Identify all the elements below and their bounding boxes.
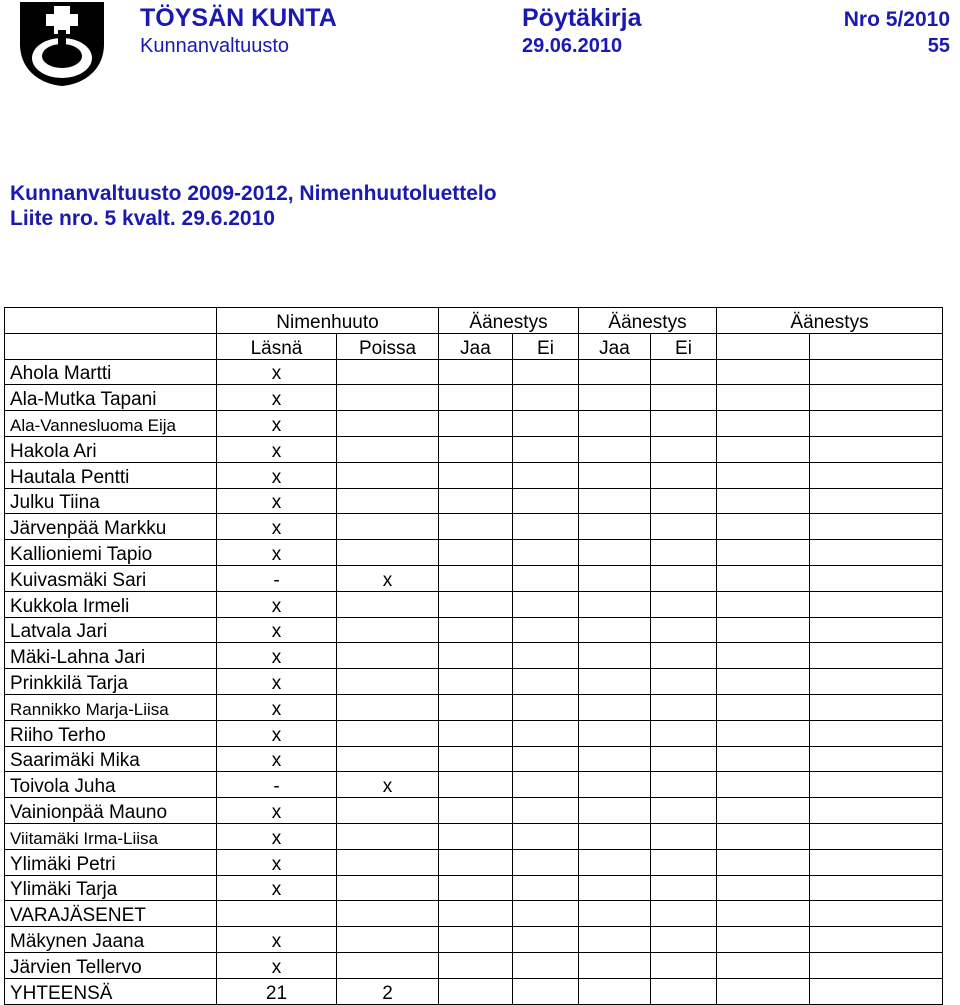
vote-cell [439, 617, 513, 643]
member-name-cell: Kallioniemi Tapio [5, 540, 217, 566]
roll-call-table [4, 307, 943, 1005]
vote-cell [439, 436, 513, 462]
vote-cell [579, 514, 651, 540]
vote-cell [513, 798, 579, 824]
present-cell: - [217, 772, 337, 798]
vote-cell [651, 565, 717, 591]
sub-header-cell: Ei [513, 333, 579, 359]
table-row [5, 540, 943, 566]
vote-cell [810, 849, 943, 875]
vote-cell [810, 436, 943, 462]
vote-cell [439, 720, 513, 746]
vote-cell [717, 643, 810, 669]
sub-header-cell [5, 333, 217, 359]
vote-cell [579, 952, 651, 978]
vote-cell [651, 694, 717, 720]
absent-cell [337, 849, 439, 875]
vote-cell [810, 540, 943, 566]
vote-cell [439, 823, 513, 849]
vote-cell [513, 720, 579, 746]
vote-cell [717, 540, 810, 566]
vote-cell [439, 927, 513, 953]
present-cell: x [217, 436, 337, 462]
vote-cell [513, 436, 579, 462]
vote-cell [717, 385, 810, 411]
vote-cell [810, 798, 943, 824]
absent-cell [337, 875, 439, 901]
vote-cell [717, 436, 810, 462]
vote-cell [810, 385, 943, 411]
absent-cell [337, 927, 439, 953]
vote-cell [579, 669, 651, 695]
present-cell: x [217, 591, 337, 617]
present-cell: 21 [217, 978, 337, 1004]
council-name: Kunnanvaltuusto [140, 35, 290, 57]
vote-cell [810, 720, 943, 746]
vote-cell [651, 385, 717, 411]
vote-cell [810, 643, 943, 669]
vote-cell [513, 978, 579, 1004]
vote-cell [513, 952, 579, 978]
vote-cell [579, 901, 651, 927]
vote-cell [439, 565, 513, 591]
vote-cell [717, 927, 810, 953]
vote-cell [717, 488, 810, 514]
vote-cell [717, 875, 810, 901]
vote-cell [439, 411, 513, 437]
vote-cell [717, 411, 810, 437]
table-row [5, 462, 943, 488]
vote-cell [579, 772, 651, 798]
member-name-cell: Ylimäki Petri [5, 849, 217, 875]
absent-cell [337, 540, 439, 566]
vote-cell [717, 720, 810, 746]
document-date: 29.06.2010 [522, 35, 623, 57]
absent-cell [337, 669, 439, 695]
vote-cell [717, 669, 810, 695]
present-cell: x [217, 952, 337, 978]
vote-cell [513, 643, 579, 669]
member-name-cell: Kukkola Irmeli [5, 591, 217, 617]
table-row [5, 978, 943, 1004]
vote-cell [513, 669, 579, 695]
vote-cell [579, 978, 651, 1004]
present-cell: x [217, 488, 337, 514]
member-name-cell: Prinkkilä Tarja [5, 669, 217, 695]
document-type: Pöytäkirja [522, 4, 642, 32]
vote-cell [439, 385, 513, 411]
vote-cell [513, 823, 579, 849]
sub-header-cell: Jaa [439, 333, 513, 359]
absent-cell [337, 436, 439, 462]
roll-call-title: Kunnanvaltuusto 2009-2012, Nimenhuutoluettelo [10, 182, 497, 205]
vote-cell [651, 720, 717, 746]
sub-header-cell [717, 333, 810, 359]
page-number: 55 [927, 35, 950, 57]
absent-cell [337, 643, 439, 669]
present-cell: x [217, 462, 337, 488]
member-name-cell: Hautala Pentti [5, 462, 217, 488]
vote-cell [717, 901, 810, 927]
table-row [5, 798, 943, 824]
present-cell: x [217, 385, 337, 411]
present-cell: x [217, 617, 337, 643]
table-row [5, 927, 943, 953]
member-name-cell: YHTEENSÄ [5, 978, 217, 1004]
present-cell [217, 901, 337, 927]
absent-cell: 2 [337, 978, 439, 1004]
table-row [5, 823, 943, 849]
sub-header-cell [810, 333, 943, 359]
vote-cell [439, 488, 513, 514]
group-header-row [5, 308, 943, 334]
vote-cell [717, 772, 810, 798]
vote-cell [579, 694, 651, 720]
vote-cell [810, 591, 943, 617]
vote-cell [717, 359, 810, 385]
vote-cell [439, 746, 513, 772]
vote-cell [439, 772, 513, 798]
vote-cell [717, 798, 810, 824]
table-row [5, 591, 943, 617]
absent-cell: x [337, 772, 439, 798]
member-name-cell: Järvenpää Markku [5, 514, 217, 540]
member-name-cell: Mäkynen Jaana [5, 927, 217, 953]
vote-cell [651, 540, 717, 566]
vote-cell [651, 617, 717, 643]
vote-cell [579, 462, 651, 488]
vote-cell [513, 514, 579, 540]
vote-cell [513, 772, 579, 798]
present-cell: x [217, 694, 337, 720]
vote-cell [651, 823, 717, 849]
vote-cell [579, 565, 651, 591]
vote-cell [513, 359, 579, 385]
member-name-cell: Kuivasmäki Sari [5, 565, 217, 591]
vote-cell [810, 565, 943, 591]
absent-cell [337, 359, 439, 385]
vote-cell [717, 823, 810, 849]
absent-cell [337, 411, 439, 437]
vote-cell [651, 462, 717, 488]
document-number: Nro 5/2010 [843, 8, 950, 31]
absent-cell [337, 694, 439, 720]
vote-cell [651, 591, 717, 617]
present-cell: x [217, 514, 337, 540]
vote-cell [651, 798, 717, 824]
vote-cell [717, 978, 810, 1004]
member-name-cell: Hakola Ari [5, 436, 217, 462]
present-cell: x [217, 643, 337, 669]
table-row [5, 565, 943, 591]
absent-cell [337, 798, 439, 824]
member-name-cell: Latvala Jari [5, 617, 217, 643]
vote-cell [810, 669, 943, 695]
vote-cell [651, 978, 717, 1004]
absent-cell [337, 952, 439, 978]
vote-cell [579, 488, 651, 514]
table-row [5, 746, 943, 772]
table-row [5, 436, 943, 462]
sub-header-row [5, 333, 943, 359]
vote-cell [651, 436, 717, 462]
attachment-reference: Liite nro. 5 kvalt. 29.6.2010 [10, 207, 275, 230]
vote-cell [717, 565, 810, 591]
vote-cell [439, 514, 513, 540]
vote-cell [579, 411, 651, 437]
present-cell: x [217, 411, 337, 437]
vote-cell [810, 359, 943, 385]
present-cell: x [217, 875, 337, 901]
present-cell: x [217, 927, 337, 953]
vote-cell [439, 359, 513, 385]
absent-cell [337, 823, 439, 849]
vote-cell [810, 772, 943, 798]
vote-cell [439, 875, 513, 901]
table-row [5, 411, 943, 437]
vote-cell [717, 694, 810, 720]
vote-cell [513, 927, 579, 953]
member-name-cell: Rannikko Marja-Liisa [5, 694, 217, 720]
vote-cell [651, 927, 717, 953]
member-name-cell: Julku Tiina [5, 488, 217, 514]
member-name-cell: Riiho Terho [5, 720, 217, 746]
member-name-cell: Järvien Tellervo [5, 952, 217, 978]
vote-cell [810, 927, 943, 953]
sub-header-cell: Läsnä [217, 333, 337, 359]
vote-cell [513, 591, 579, 617]
present-cell: x [217, 669, 337, 695]
table-row [5, 772, 943, 798]
table-row [5, 694, 943, 720]
absent-cell [337, 901, 439, 927]
vote-cell [579, 643, 651, 669]
vote-cell [439, 978, 513, 1004]
member-name-cell: Ala-Vannesluoma Eija [5, 411, 217, 437]
table-row [5, 952, 943, 978]
present-cell: x [217, 823, 337, 849]
vote-cell [579, 385, 651, 411]
vote-cell [810, 694, 943, 720]
present-cell: x [217, 359, 337, 385]
vote-cell [513, 540, 579, 566]
group-header-cell: Äänestys [439, 308, 579, 334]
table-row [5, 643, 943, 669]
vote-cell [513, 849, 579, 875]
vote-cell [513, 901, 579, 927]
vote-cell [810, 823, 943, 849]
vote-cell [439, 694, 513, 720]
absent-cell [337, 488, 439, 514]
vote-cell [651, 952, 717, 978]
absent-cell [337, 746, 439, 772]
table-row [5, 359, 943, 385]
group-header-cell: Äänestys [579, 308, 717, 334]
vote-cell [579, 591, 651, 617]
member-name-cell: Viitamäki Irma-Liisa [5, 823, 217, 849]
table-row [5, 385, 943, 411]
absent-cell [337, 514, 439, 540]
vote-cell [579, 617, 651, 643]
vote-cell [579, 359, 651, 385]
member-name-cell: Ylimäki Tarja [5, 875, 217, 901]
vote-cell [513, 746, 579, 772]
vote-cell [651, 488, 717, 514]
table-row [5, 875, 943, 901]
vote-cell [439, 591, 513, 617]
present-cell: x [217, 720, 337, 746]
table-row [5, 488, 943, 514]
vote-cell [810, 617, 943, 643]
vote-cell [717, 746, 810, 772]
group-header-cell: Nimenhuuto [217, 308, 439, 334]
sub-header-cell: Jaa [579, 333, 651, 359]
group-header-cell: Äänestys [717, 308, 943, 334]
vote-cell [651, 746, 717, 772]
vote-cell [810, 952, 943, 978]
vote-cell [651, 514, 717, 540]
vote-cell [651, 669, 717, 695]
vote-cell [651, 849, 717, 875]
vote-cell [810, 901, 943, 927]
group-header-cell [5, 308, 217, 334]
member-name-cell: Saarimäki Mika [5, 746, 217, 772]
table-row [5, 720, 943, 746]
absent-cell [337, 462, 439, 488]
vote-cell [810, 488, 943, 514]
vote-cell [579, 720, 651, 746]
municipality-name: TÖYSÄN KUNTA [140, 4, 337, 32]
vote-cell [717, 952, 810, 978]
table-row [5, 669, 943, 695]
vote-cell [439, 643, 513, 669]
vote-cell [439, 952, 513, 978]
present-cell: x [217, 540, 337, 566]
member-name-cell: Ahola Martti [5, 359, 217, 385]
absent-cell [337, 385, 439, 411]
coat-of-arms-icon [18, 0, 106, 88]
vote-cell [579, 849, 651, 875]
vote-cell [810, 462, 943, 488]
member-name-cell: VARAJÄSENET [5, 901, 217, 927]
present-cell: - [217, 565, 337, 591]
absent-cell [337, 617, 439, 643]
vote-cell [579, 746, 651, 772]
vote-cell [579, 927, 651, 953]
absent-cell [337, 720, 439, 746]
vote-cell [579, 823, 651, 849]
vote-cell [651, 643, 717, 669]
vote-cell [717, 462, 810, 488]
sub-header-cell: Ei [651, 333, 717, 359]
vote-cell [579, 875, 651, 901]
table-row [5, 514, 943, 540]
vote-cell [439, 540, 513, 566]
table-row [5, 849, 943, 875]
present-cell: x [217, 746, 337, 772]
vote-cell [513, 694, 579, 720]
vote-cell [513, 488, 579, 514]
absent-cell: x [337, 565, 439, 591]
vote-cell [513, 617, 579, 643]
vote-cell [651, 411, 717, 437]
member-name-cell: Toivola Juha [5, 772, 217, 798]
vote-cell [513, 565, 579, 591]
vote-cell [439, 901, 513, 927]
vote-cell [513, 411, 579, 437]
table-row [5, 617, 943, 643]
vote-cell [513, 875, 579, 901]
member-name-cell: Mäki-Lahna Jari [5, 643, 217, 669]
vote-cell [651, 875, 717, 901]
vote-cell [717, 591, 810, 617]
vote-cell [810, 746, 943, 772]
vote-cell [439, 462, 513, 488]
vote-cell [717, 849, 810, 875]
table-row [5, 901, 943, 927]
vote-cell [439, 669, 513, 695]
vote-cell [579, 436, 651, 462]
present-cell: x [217, 849, 337, 875]
vote-cell [439, 798, 513, 824]
member-name-cell: Ala-Mutka Tapani [5, 385, 217, 411]
member-name-cell: Vainionpää Mauno [5, 798, 217, 824]
vote-cell [513, 385, 579, 411]
vote-cell [513, 462, 579, 488]
vote-cell [651, 901, 717, 927]
absent-cell [337, 591, 439, 617]
vote-cell [651, 359, 717, 385]
sub-header-cell: Poissa [337, 333, 439, 359]
vote-cell [579, 540, 651, 566]
vote-cell [717, 617, 810, 643]
vote-cell [439, 849, 513, 875]
vote-cell [810, 978, 943, 1004]
vote-cell [651, 772, 717, 798]
vote-cell [810, 875, 943, 901]
present-cell: x [217, 798, 337, 824]
vote-cell [810, 411, 943, 437]
vote-cell [717, 514, 810, 540]
vote-cell [579, 798, 651, 824]
vote-cell [810, 514, 943, 540]
